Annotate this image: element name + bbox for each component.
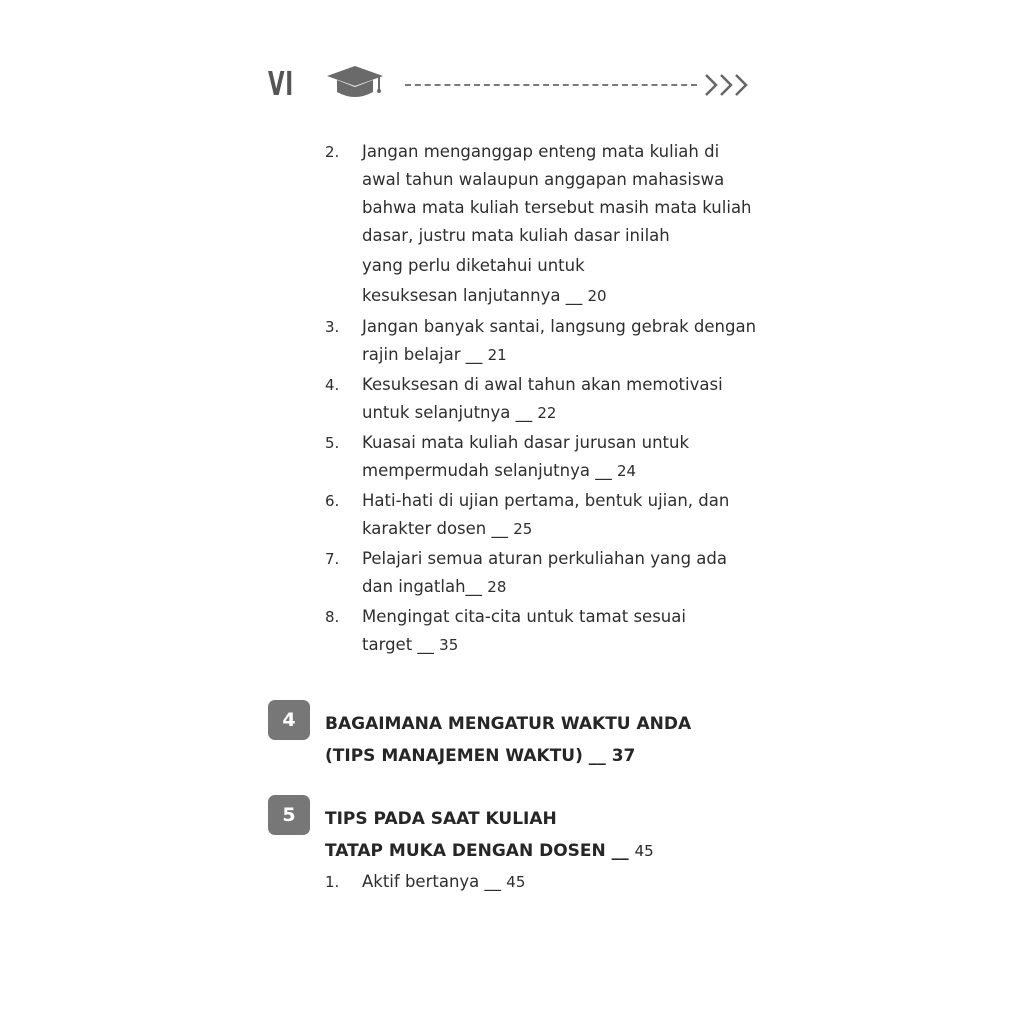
item-line: bahwa mata kuliah tersebut masih mata kuliah	[362, 198, 752, 217]
item-line: Aktif bertanya __	[362, 872, 502, 891]
triple-chevron-right-icon	[704, 72, 754, 98]
item-line: untuk selanjutnya __	[362, 403, 533, 422]
page-ref: 35	[439, 636, 459, 654]
item-number: 7.	[325, 550, 340, 568]
item-line: Jangan menganggap enteng mata kuliah di	[362, 142, 720, 161]
dashed-divider	[405, 84, 697, 86]
item-text	[362, 313, 765, 369]
toc-item	[325, 603, 765, 659]
toc-item	[325, 138, 765, 310]
chapter-title-line: BAGAIMANA MENGATUR WAKTU ANDA	[325, 714, 692, 734]
page-ref: 28	[487, 578, 507, 596]
graduation-cap-icon	[325, 62, 385, 102]
item-text	[362, 138, 765, 310]
item-line: Mengingat cita-cita untuk tamat sesuai	[362, 607, 686, 626]
item-number: 8.	[325, 608, 340, 626]
toc-item	[325, 371, 765, 427]
item-number: 6.	[325, 492, 340, 510]
item-number: 1.	[325, 873, 340, 891]
item-text	[362, 371, 765, 427]
item-line: Hati-hati di ujian pertama, bentuk ujian, dan	[362, 491, 730, 510]
item-line: dan ingatlah__	[362, 577, 483, 596]
item-line: target __	[362, 635, 434, 654]
item-line: karakter dosen __	[362, 519, 508, 538]
page-ref: 45	[506, 873, 526, 891]
item-line: yang perlu diketahui untuk	[362, 256, 585, 275]
chapter-number-badge: 5	[268, 795, 310, 835]
page-number: VI	[268, 64, 294, 103]
chapter-number-badge: 4	[268, 700, 310, 740]
item-line: mempermudah selanjutnya __	[362, 461, 612, 480]
chapter-title-line: (TIPS MANAJEMEN WAKTU) __ 37	[325, 746, 636, 766]
toc-item	[325, 487, 765, 543]
chapter-title	[325, 803, 654, 867]
chapter-title	[325, 708, 691, 772]
page-ref: 24	[616, 462, 637, 480]
chapter-title-line: TIPS PADA SAAT KULIAH	[325, 809, 557, 829]
page-ref: 20	[587, 287, 607, 305]
item-number: 3.	[325, 318, 340, 336]
item-text	[362, 603, 765, 659]
item-text	[362, 429, 765, 485]
item-number: 2.	[325, 143, 340, 161]
item-number: 4.	[325, 376, 340, 394]
item-line: Kuasai mata kuliah dasar jurusan untuk	[362, 433, 690, 452]
item-text	[362, 487, 765, 543]
item-line: rajin belajar __	[362, 345, 483, 364]
toc-item	[325, 868, 765, 896]
toc-item	[325, 313, 765, 369]
item-line: Jangan banyak santai, langsung gebrak dengan	[362, 317, 757, 336]
item-line: Pelajari semua aturan perkuliahan yang ada	[362, 549, 727, 568]
page-header	[268, 60, 758, 110]
toc-item	[325, 429, 765, 485]
page-ref: 25	[513, 520, 533, 538]
item-line: Kesuksesan di awal tahun akan memotivasi	[362, 375, 723, 394]
page-ref: 22	[537, 404, 557, 422]
chapter-title-line: TATAP MUKA DENGAN DOSEN __	[325, 841, 629, 861]
item-line: awal tahun walaupun anggapan mahasiswa	[362, 170, 725, 189]
page-ref: 21	[487, 346, 507, 364]
toc-item	[325, 545, 765, 601]
item-line: dasar, justru mata kuliah dasar inilah	[362, 226, 670, 245]
item-line: kesuksesan lanjutannya __	[362, 286, 583, 305]
item-number: 5.	[325, 434, 340, 452]
page-ref: 45	[634, 842, 654, 860]
item-text	[362, 868, 765, 896]
item-text	[362, 545, 765, 601]
